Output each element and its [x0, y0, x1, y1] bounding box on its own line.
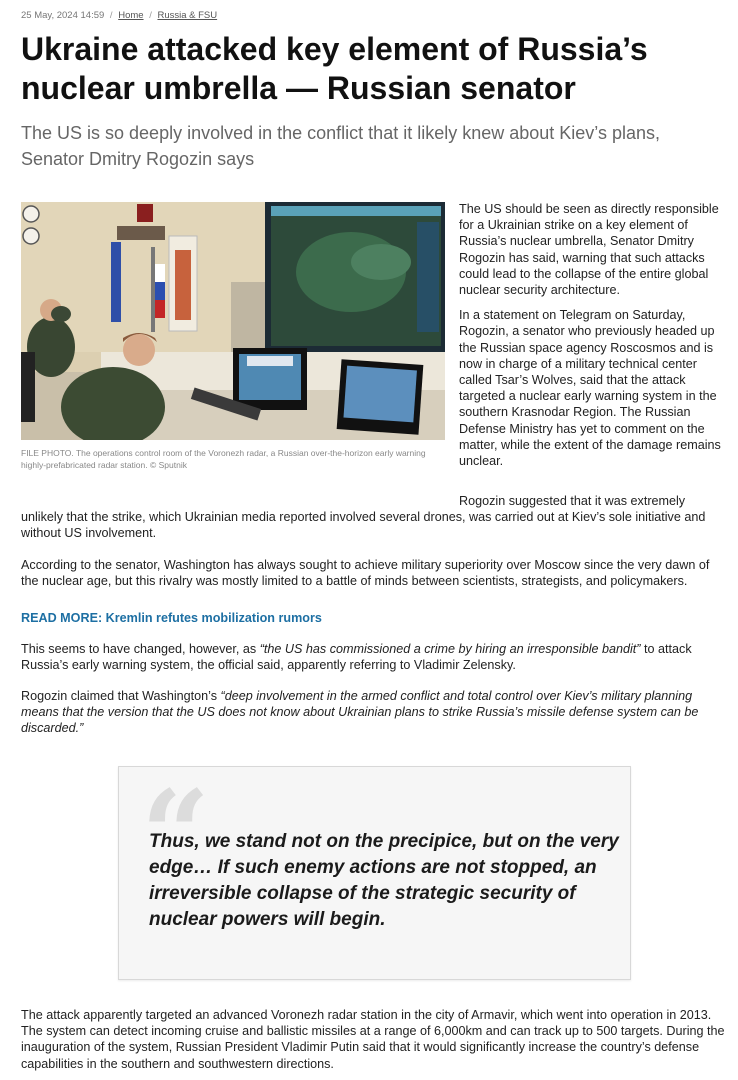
- read-more-link[interactable]: READ MORE: Kremlin refutes mobilization rumors: [21, 611, 322, 625]
- article-photo: [21, 202, 445, 440]
- text-span: Rogozin claimed that Washington’s: [21, 689, 221, 703]
- quoted-text: “the US has commissioned a crime by hiring an irresponsible bandit”: [259, 642, 641, 656]
- article-paragraph-text: According to the senator, Washington has always sought to achieve military superiority over Moscow since the very dawn of the nuclear age, but this rivalry was mostly limited to a battle of minds between scientists, strategists, and policymakers.: [21, 558, 710, 589]
- article-headline: Ukraine attacked key element of Russia’s nuclear umbrella — Russian senator: [21, 31, 648, 106]
- article-paragraph-start: Rogozin suggested that it was extremely: [459, 494, 686, 508]
- quote-mark-icon: “: [141, 764, 211, 905]
- breadcrumb-separator: /: [149, 10, 152, 21]
- article-paragraph-text: [21, 641, 725, 673]
- article-subtitle: The US is so deeply involved in the conflict that it likely knew about Kiev’s plans, Senator Dmitry Rogozin says: [21, 123, 660, 169]
- article-paragraph-continued: [21, 509, 725, 541]
- article-paragraph-text: [21, 688, 725, 737]
- text-span: to attack Russia’s early warning system, the official said, apparently referring to Vladimir Zelensky.: [21, 642, 692, 673]
- text-span: This seems to have changed, however, as: [21, 642, 260, 656]
- article-paragraph: In a statement on Telegram on Saturday, Rogozin, a senator who previously headed up the Russian space agency Roscosmos and is now in charge of a military technical center called Tsar’s Wolves, said that the attack targeted a nuclear early warning system in the southern Krasnodar Region. The Russian Defense Ministry has yet to comment on the matter, while the extent of the damage remains unclear.: [459, 308, 721, 469]
- article-body-right-column: [459, 201, 729, 478]
- article-paragraph: [21, 641, 725, 673]
- photo-caption: FILE PHOTO. The operations control room of the Voronezh radar, a Russian over-the-horizon early warning highly-prefabricated radar station. © Sputnik: [21, 448, 426, 470]
- pull-quote: [118, 766, 631, 980]
- breadcrumb-separator: /: [109, 10, 113, 21]
- quoted-text: “deep involvement in the armed conflict and total control over Kiev’s military planning means that the version that the US does not know about Ukrainian plans to strike Russia’s missile defense system can be discarded.”: [21, 689, 699, 736]
- article-paragraph: [21, 1007, 725, 1072]
- breadcrumb-home-link[interactable]: Home: [118, 10, 144, 21]
- article-paragraph: unlikely that the strike, which Ukrainian media reported involved several drones, was carried out at Kiev’s sole initiative and without US involvement.: [21, 510, 706, 541]
- pull-quote-text: Thus, we stand not on the precipice, but on the very edge… If such enemy actions are not stopped, an irreversible collapse of the strategic security of nuclear powers will begin.: [149, 831, 619, 930]
- article-paragraph: The US should be seen as directly responsible for a Ukrainian strike on a key element of Russia’s nuclear umbrella, Senator Dmitry Rogozin has said, warning that such attacks could lead to the collapse of the entire global nuclear security architecture.: [459, 202, 719, 298]
- breadcrumb-section-link[interactable]: Russia & FSU: [157, 10, 218, 21]
- article-meta: [21, 10, 217, 21]
- publish-date: 25 May, 2024 14:59: [21, 10, 105, 21]
- article-paragraph: [21, 557, 725, 589]
- article-paragraph: [21, 688, 725, 737]
- article-paragraph-text: The attack apparently targeted an advanced Voronezh radar station in the city of Armavir, which went into operation in 2013. The system can detect incoming cruise and ballistic missiles at a range of 6,000km and can track up to 500 targets. During the inauguration of the system, Russian President Vladimir Putin said that it would significantly increase the country’s defense capabilities in the southern and southwestern directions.: [21, 1008, 725, 1071]
- read-more-block: [21, 609, 725, 627]
